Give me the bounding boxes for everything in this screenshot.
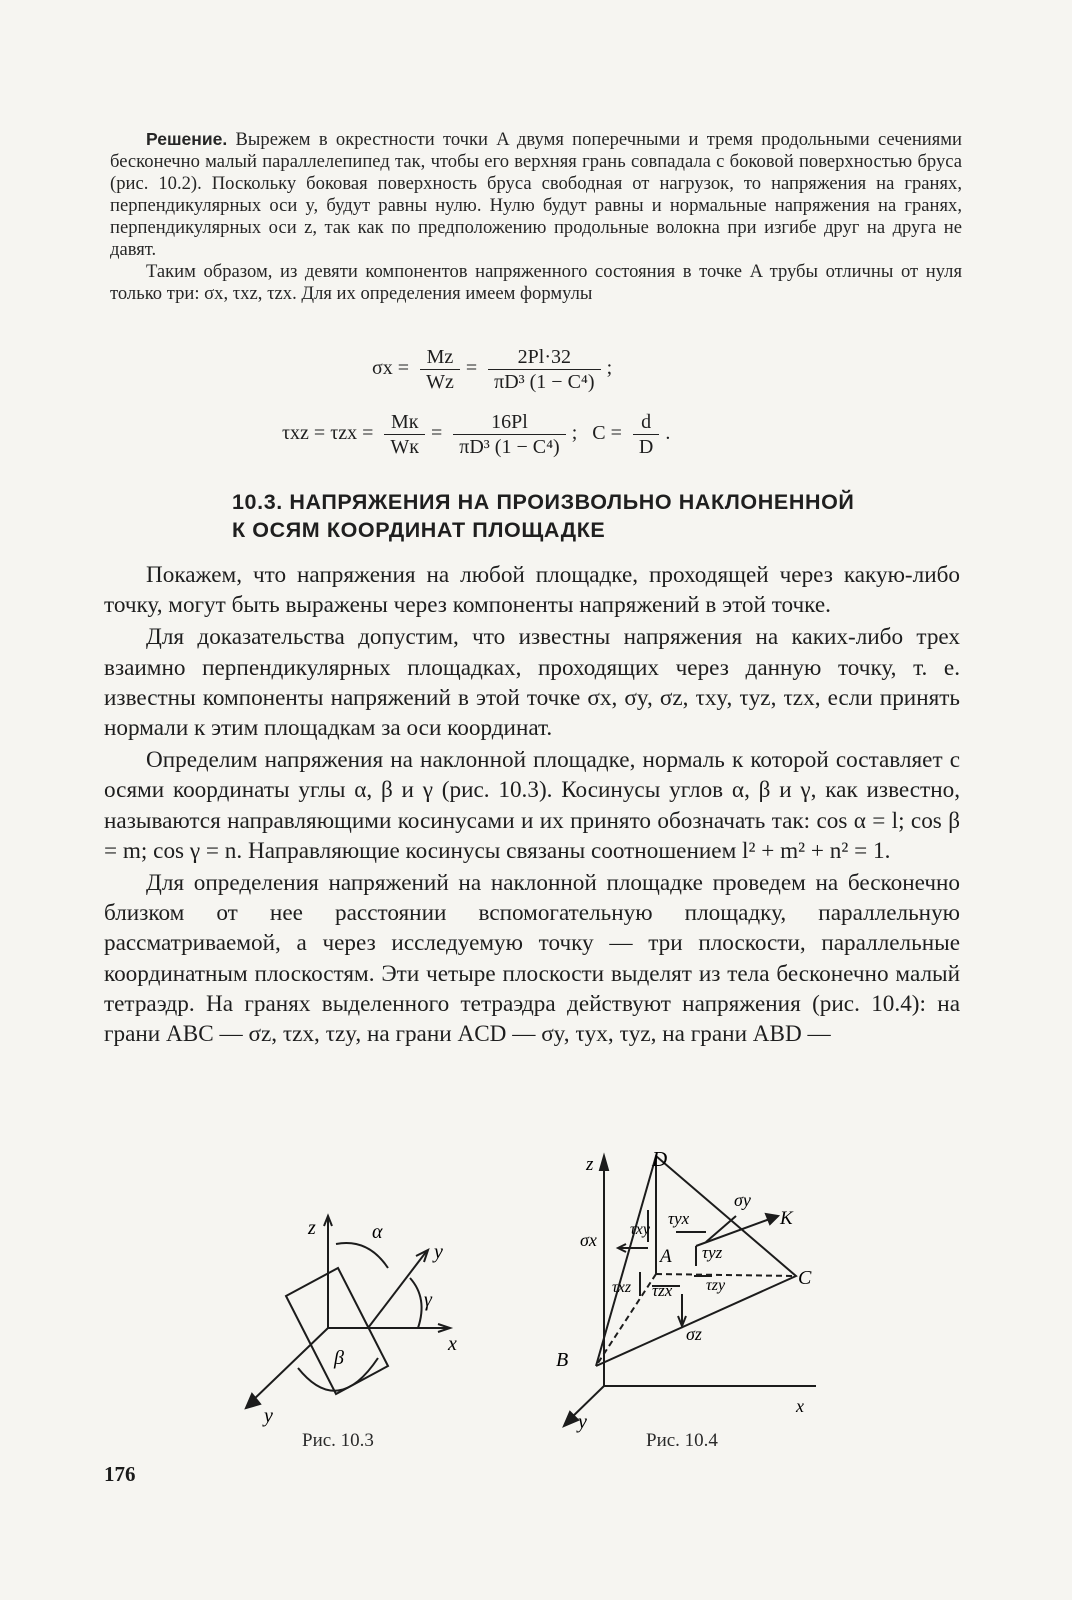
vertex-C-label: C [798, 1267, 812, 1289]
gamma-label: γ [424, 1289, 432, 1311]
figure-10-4-caption: Рис. 10.4 [646, 1430, 718, 1451]
formula-2-mid: ; C = [571, 422, 622, 445]
solution-text-1: Вырежем в окрестности точки A двумя поперечными и тремя продольными сечениями бесконечно малый параллелепипед так, чтобы его верхняя грань совпадала с боковой поверхностью бруса (рис. 10.2). Поскольку боковая поверхность бруса свободная от нагрузок, то напряжения на гранях, перпендикулярных оси y, будут равны нулю. Нулю будут равны и нормальные напряжения на гранях, перпендикулярных оси z, так как по предположению продольные волокна при изгибе друг на друга не давят. [110, 129, 962, 260]
alpha-arc [336, 1243, 388, 1268]
fraction-denominator: πD³ (1 − C⁴) [459, 436, 560, 458]
fig103-z-label: z [308, 1217, 316, 1239]
section-heading [232, 488, 932, 544]
vertex-A-label: A [660, 1246, 672, 1267]
figure-10-4 [556, 1146, 846, 1436]
normal-K-arrow [766, 1214, 778, 1224]
vertex-B-label: B [556, 1349, 569, 1371]
body-paragraph-2: Для доказательства допустим, что известны напряжения на каких-либо трех взаимно перпендикулярных площадках, проходящих через данную точку, т. е. известны компоненты напряжений в этой точке σx, σy, σz, τxy, τyz, τzx, если принять нормали к этим площадкам за оси координат. [104, 624, 960, 742]
fraction-numerator: d [633, 410, 659, 435]
fraction-numerator: 16Pl [453, 410, 565, 435]
fraction-numerator: Mк [384, 410, 425, 435]
gamma-arc [410, 1278, 422, 1328]
fraction-denominator: D [638, 436, 654, 458]
z-axis-arrow [600, 1156, 608, 1170]
figure-10-3-caption: Рис. 10.3 [302, 1430, 374, 1451]
y-axis-line [250, 1328, 328, 1403]
alpha-label: α [372, 1221, 383, 1243]
tau-xz-label: τxz [612, 1279, 632, 1296]
sigma-x-label: σx [580, 1230, 597, 1250]
main-text [104, 560, 960, 1051]
vertex-D-label: D [652, 1147, 668, 1171]
formula-sigma-x: σx = $\frac{Mz}{Wz}$ = $\frac{2Pl\cdot 32}{\text{πD³ (1 − C⁴)}}$ ; [372, 346, 613, 393]
solution-paragraph-1 [110, 128, 962, 261]
tau-zy-label: τzy [706, 1277, 726, 1294]
solution-lead: Решение. [146, 129, 228, 149]
formula-2-end: . [665, 422, 671, 445]
fraction-2pl32 [488, 345, 600, 394]
fraction-mz-wz [420, 345, 460, 394]
inclined-plate [286, 1268, 388, 1394]
K-label: K [780, 1208, 793, 1229]
body-paragraph-4: Для определения напряжений на наклонной площадке проведем на бесконечно близком от нее расстоянии вспомогательную площадку, параллельную рассматриваемой, а через исследуемую точку — три плоскости, параллельные координатным плоскостям. Эти четыре плоскости выделят из тела бесконечно малый тетраэдр. На гранях выделенного тетраэдра действуют напряжения (рис. 10.4): на грани ABC — σz, τzx, τzy, на грани ACD — σy, τyx, τyz, на грани ABD — [104, 870, 960, 1048]
formula-2-lhs: τxz = τzx = [282, 422, 374, 445]
fraction-numerator: Mz [420, 345, 460, 370]
tau-yz-label: τyz [702, 1243, 723, 1262]
tau-zx-label: τzx [652, 1281, 673, 1300]
tau-xy-label: τxy [630, 1221, 650, 1238]
fig103-x-label: x [448, 1333, 457, 1355]
fig104-z-label: z [586, 1154, 594, 1175]
edge-AC [656, 1274, 796, 1276]
heading-line-2: К ОСЯМ КООРДИНАТ ПЛОЩАДКЕ [232, 518, 606, 542]
page-number: 176 [104, 1462, 136, 1486]
figure-10-3 [238, 1208, 488, 1438]
fraction-d-D [633, 410, 659, 459]
fraction-denominator: πD³ (1 − C⁴) [494, 371, 595, 393]
sigma-y-label: σy [734, 1190, 751, 1210]
normal-K [696, 1216, 778, 1246]
fraction-16pl [453, 410, 565, 459]
fig104-x-label: x [796, 1396, 804, 1416]
fraction-mk-wk [384, 410, 425, 459]
solution-block [110, 128, 962, 305]
beta-label: β [334, 1347, 344, 1369]
fraction-denominator: Wz [426, 371, 454, 393]
solution-paragraph-2: Таким образом, из девяти компонентов напряженного состояния в точке A трубы отличны от нуля только три: σx, τxz, τzx. Для их определения имеем формулы [110, 261, 962, 304]
tau-yx-label: τyx [668, 1209, 690, 1228]
body-paragraph-1: Покажем, что напряжения на любой площадке, проходящей через какую-либо точку, могут быть выражены через компоненты напряжений в этой точке. [104, 562, 960, 619]
formula-tau-xz: τxz = τzx = $\frac{Mк}{Wк}$ = $\frac{16Pl}{\text{πD³ (1 − C⁴)}}$ ; C = $\frac{d}{D}$ . [282, 411, 671, 458]
body-paragraph-3: Определим напряжения на наклонной площадке, нормаль к которой составляет с осями координаты углы α, β и γ (рис. 10.3). Косинусы углов α, β и γ, как известно, называются направляющими косинусами и их принято обозначать так: cos α = l; cos β = m; cos γ = n. Направляющие косинусы связаны соотношением l² + m² + n² = 1. [104, 747, 960, 864]
formula-1-end: ; [606, 357, 613, 380]
fraction-numerator: 2Pl·32 [488, 345, 600, 370]
sigma-z-label: σz [686, 1324, 702, 1344]
fig104-y-label: y [578, 1411, 587, 1433]
formula-1-lhs: σx = [372, 357, 410, 380]
sigma-y-arrow [706, 1216, 736, 1242]
fraction-denominator: Wк [390, 436, 419, 458]
fig103-y-down-label: y [264, 1405, 273, 1427]
fig103-y-up-label: y [434, 1241, 443, 1263]
heading-line-1: 10.3. НАПРЯЖЕНИЯ НА ПРОИЗВОЛЬНО НАКЛОНЕННОЙ [232, 490, 855, 514]
